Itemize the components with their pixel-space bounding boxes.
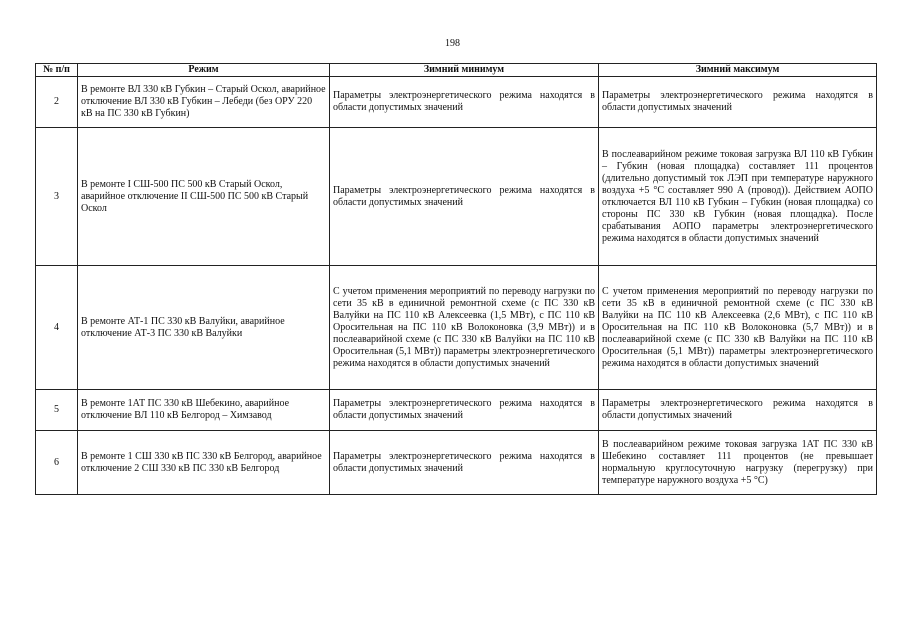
mode-cell: В ремонте I СШ-500 ПС 500 кВ Старый Оскол, аварийное отключение II СШ-500 ПС 500 кВ Старый Оскол [78,128,330,266]
table-row [36,390,877,431]
row-number: 2 [36,77,78,128]
winter-min-cell: Параметры электроэнергетического режима находятся в области допустимых значений [330,431,599,495]
winter-min-cell: Параметры электроэнергетического режима находятся в области допустимых значений [330,390,599,431]
winter-min-cell: Параметры электроэнергетического режима находятся в области допустимых значений [330,128,599,266]
row-number: 5 [36,390,78,431]
winter-max-cell: В послеаварийном режиме токовая загрузка ВЛ 110 кВ Губкин – Губкин (новая площадка) составляет 111 процентов (длительно допустимый ток ЛЭП при температуре наружного воздуха +5 °С составляет 990 А (провод)). Действием АОПО отключается ВЛ 110 кВ Губкин – Губкин (новая площадка) со стороны ПС 330 кВ Губкин (новая площадка). После срабатывания АОПО параметры электроэнергетического режима находятся в области допустимых значений [599,128,877,266]
table-row [36,128,877,266]
table-row [36,266,877,390]
header-winter-max: Зимний максимум [599,64,877,77]
header-mode: Режим [78,64,330,77]
winter-max-cell: В послеаварийном режиме токовая загрузка 1АТ ПС 330 кВ Шебекино составляет 111 процентов (не превышает нормальную круглосуточную нагрузку (перегрузку) при температуре наружного воздуха +5 °С) [599,431,877,495]
table-row [36,77,877,128]
row-number: 6 [36,431,78,495]
mode-cell: В ремонте АТ-1 ПС 330 кВ Валуйки, аварийное отключение АТ-3 ПС 330 кВ Валуйки [78,266,330,390]
mode-cell: В ремонте 1 СШ 330 кВ ПС 330 кВ Белгород, аварийное отключение 2 СШ 330 кВ ПС 330 кВ Белгород [78,431,330,495]
mode-cell: В ремонте ВЛ 330 кВ Губкин – Старый Оскол, аварийное отключение ВЛ 330 кВ Губкин – Лебеди (без ОРУ 220 кВ на ПС 330 кВ Губкин) [78,77,330,128]
header-winter-min: Зимний минимум [330,64,599,77]
row-number: 4 [36,266,78,390]
table-header-row [36,64,877,77]
winter-max-cell: Параметры электроэнергетического режима находятся в области допустимых значений [599,77,877,128]
page-number: 198 [445,38,460,49]
mode-cell: В ремонте 1АТ ПС 330 кВ Шебекино, аварийное отключение ВЛ 110 кВ Белгород – Химзавод [78,390,330,431]
header-number: № п/п [36,64,78,77]
row-number: 3 [36,128,78,266]
winter-min-cell: С учетом применения мероприятий по переводу нагрузки по сети 35 кВ в единичной ремонтной схеме (с ПС 330 кВ Валуйки на ПС 110 кВ Алексеевка (1,5 МВт), с ПС 110 кВ Оросительная на ПС 110 кВ Волоконовка (3,9 МВт)) и в послеаварийной схеме (с ПС 330 кВ Валуйки на ПС 110 кВ Оросительная (5,1 МВт)) параметры электроэнергетического режима находятся в области допустимых значений [330,266,599,390]
table-row [36,431,877,495]
winter-max-cell: Параметры электроэнергетического режима находятся в области допустимых значений [599,390,877,431]
winter-max-cell: С учетом применения мероприятий по переводу нагрузки по сети 35 кВ в единичной ремонтной схеме (с ПС 330 кВ Валуйки на ПС 110 кВ Алексеевка (2,6 МВт), с ПС 110 кВ Оросительная на ПС 110 кВ Волоконовка (5,7 МВт)) и в послеаварийной схеме (с ПС 330 кВ Валуйки на ПС 110 кВ Оросительная (5,1 МВт)) параметры электроэнергетического режима находятся в области допустимых значений [599,266,877,390]
regime-table [35,63,877,495]
winter-min-cell: Параметры электроэнергетического режима находятся в области допустимых значений [330,77,599,128]
